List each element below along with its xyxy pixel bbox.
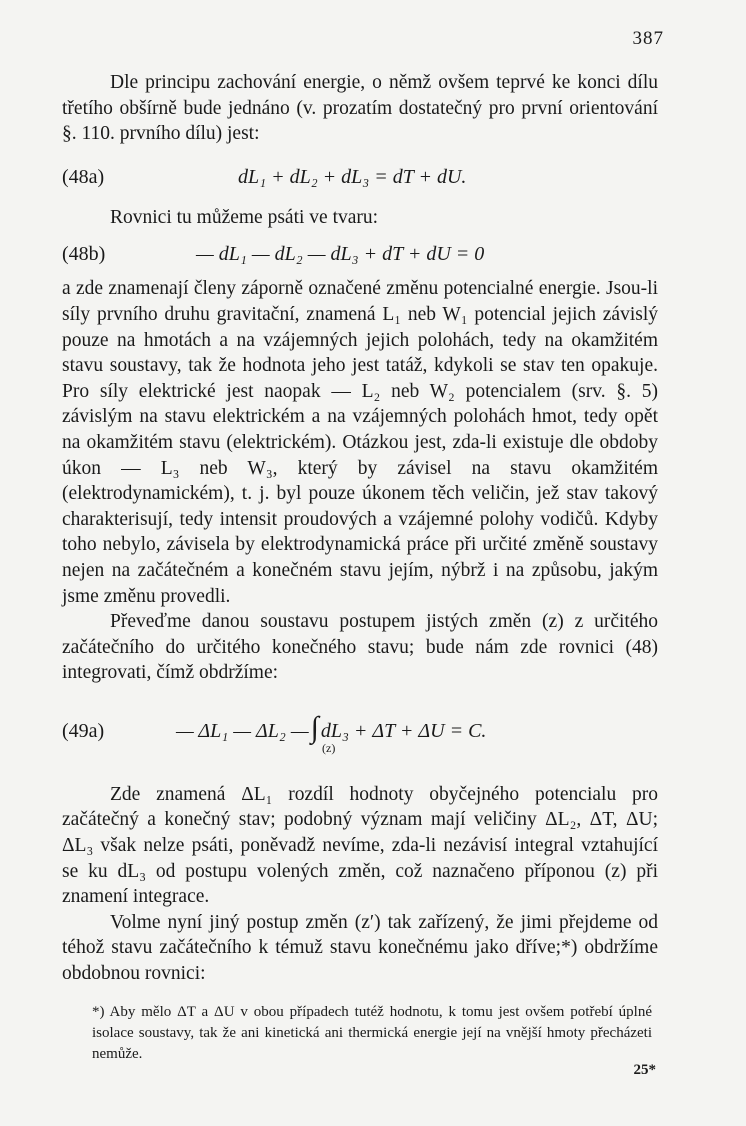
equation-body-49a xyxy=(174,708,487,755)
other-paragraph: Volme nyní jiný postup změn (z′) tak zařízený, že jimi přejdeme od téhož stavu začátečního k témuž stavu konečnému jako dříve;*) obdržíme obdobnou rovnici: xyxy=(62,911,658,985)
intro-paragraph: Dle principu zachování energie, o němž ovšem teprvé ke konci dílu třetího obšírně bude jednáno (v. prozatím dostatečný pro první orientování §. 110. prvního dílu) jest: xyxy=(62,72,658,145)
page-body xyxy=(62,70,658,987)
main-paragraph: a zde znamenají členy záporně označené změnu potencialné energie. Jsou-li síly prvního druhu gravitační, znamená L₁ neb W₁ potencial jejich závislý pouze na hmotách a na vzájemných jejich polohách, tedy na okamžitém stavu soustavy, tak že hodnota jeho jest tatáž, kdykoli se stav ten opakuje. Pro síly elektrické jest naopak — L₂ neb W₂ potencialem (srv. §. 5) závislým na stavu elektrickém a na vzájemných polohách hmot, tedy opět na okamžitém stavu (elektrickém). Otázkou jest, zda-li existuje dle obdoby úkon — L₃ neb W₃, který by závisel na stavu okamžitém (elektrodynamickém), t. j. byl pouze úkonem těch veličin, jež stav takový charakterisují, tedy intensit proudových a vzájemné polohy vodičů. Kdyby toho nebylo, závisela by elektrodynamická práce při určité změně soustavy nejen na začátečném a konečném stavu jejím, nýbrž i na způsobu, jakým jsme změnu provedli. xyxy=(62,278,658,607)
equation-label-48a: (48a) xyxy=(62,165,105,188)
integral-subscript: (z) xyxy=(322,740,336,755)
rewrite-paragraph: Rovnici tu můžeme psáti ve tvaru: xyxy=(110,206,379,228)
equation-48a xyxy=(62,155,658,199)
equation-body-48b: — dL₁ — dL₂ — dL₃ + dT + dU = 0 xyxy=(196,243,485,266)
sheet-signature: 25* xyxy=(633,1062,656,1078)
equation-label-48b: (48b) xyxy=(62,243,106,266)
integral-sign: ∫ xyxy=(310,710,319,744)
transition-paragraph: Převeďme danou soustavu postupem jistých změn (z) z určitého začátečního do určitého konečného stavu; bude nám zde rovnici (48) integrovati, čímž obdržíme: xyxy=(62,611,658,684)
equation-label-49a: (49a) xyxy=(62,719,105,742)
equation-body-48a: dL₁ + dL₂ + dL₃ = dT + dU. xyxy=(238,165,467,188)
footnote: *) Aby mělo ΔT a ΔU v obou případech tutéž hodnotu, k tomu jest ovšem potřebí úplné isolace soustavy, tak že ani kinetická ani thermická energie její na vnější hmoty přecházeti nemůže. xyxy=(92,1004,652,1062)
equation-48b xyxy=(62,232,658,276)
explain-paragraph: Zde znamená ΔL₁ rozdíl hodnoty obyčejného potencialu pro začátečný a konečný stav; podobný význam mají veličiny ΔL₂, ΔT, ΔU; ΔL₃ však nelze psáti, poněvadž nevíme, zda-li nezávisí integral vztahující se ku dL₃ od postupu volených změn, což naznačeno příponou (z) při znamení integrace. xyxy=(62,783,658,908)
page-number: 387 xyxy=(632,28,664,49)
equation-49a-part2: dL₃ + ΔT + ΔU = C. xyxy=(320,719,487,742)
equation-49a xyxy=(62,708,658,768)
equation-49a-part1: — ΔL₁ — ΔL₂ — xyxy=(176,719,309,742)
